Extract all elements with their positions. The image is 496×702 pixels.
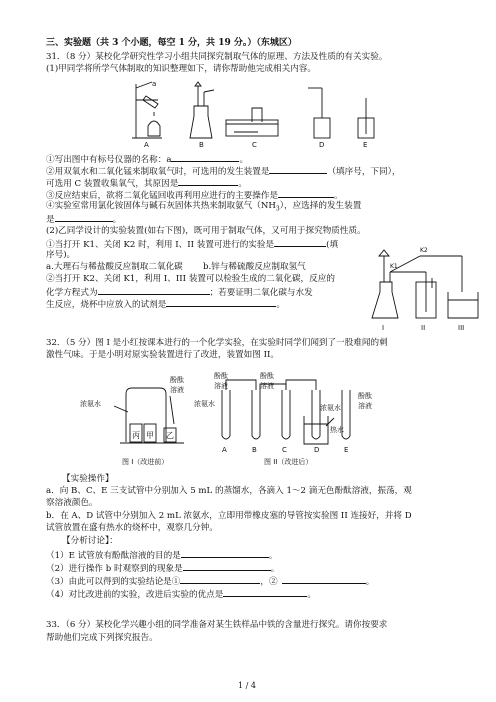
fig-ii-label-phenol-right: 酚酞: [358, 392, 372, 400]
answer-blank[interactable]: [183, 562, 271, 571]
fig-i-label-phenolphthalein-2: 溶液: [170, 386, 184, 394]
fig-i-beaker-jia: 甲: [146, 431, 154, 440]
fig2-label-k2: K2: [420, 247, 428, 254]
q31-p1b: 序号)。: [46, 250, 76, 260]
fig-ii-label-hot-water: 热水: [330, 426, 344, 434]
q33-intro-a: 33．（6 分）某校化学兴趣小组的同学准备对某生铁样品中铁的含量进行探究。请你按要求: [46, 620, 388, 630]
fig2-label-ii: II: [421, 324, 426, 332]
q31-opt-a: a.大理石与稀盐酸反应制取二氧化碳: [46, 262, 183, 272]
answer-blank[interactable]: [274, 238, 326, 247]
q32-intro-a: 32．（5 分）图 I 是小红按课本进行的一个化学实验，在实验时同学们闻到了一股难闻的刺: [46, 338, 388, 348]
fig-ii-tube-b: B: [252, 446, 257, 454]
q32-intro-b: 激性气味。于是小明对原实验装置进行了改进，装置如图 II。: [46, 350, 279, 360]
q32-op-a2: 察溶液颜色。: [46, 498, 98, 508]
fig-i-label-phenolphthalein: 酚酞: [170, 376, 184, 384]
q31-part1-intro: (1)甲同学将所学气体制取的知识整理如下，请你帮助他完成相关内容。: [46, 64, 316, 74]
q32-op-a: a．向 B、C、E 三支试管中分别加入 5 mL 的蒸馏水，各滴入 1～2 滴无色酚酞溶液，振荡，观: [46, 486, 412, 496]
answer-blank[interactable]: [178, 177, 238, 186]
q31-s1: ①写出图中有标号仪器的名称：a 。: [46, 155, 249, 165]
fig2-label-iii: III: [458, 324, 465, 332]
q31-s3: ③反应结束后，欲将二氧化锰回收再利用应进行的主要操作是 。: [46, 191, 343, 201]
q32-op-b2: 试管放置在盛有热水的烧杯中，观察几分钟。: [46, 523, 218, 533]
answer-blank[interactable]: [166, 298, 276, 307]
section-title: 三、实验题（共 3 个小题，每空 1 分，共 19 分。）（东城区）: [46, 38, 297, 48]
fig-i-caption: 图 I（改进前）: [122, 458, 169, 466]
q32-figures: [74, 366, 414, 470]
q31-p2c: 生反应，烧杯中应放入的试剂是 。: [46, 300, 285, 310]
fig-ii-tube-d: D: [314, 446, 320, 454]
q31-p2a: ②当打开 K2、关闭 K1，利用 I、III 装置可以检验生成的二氧化碳，反应的: [46, 274, 335, 284]
fig-i-beaker-yi: 乙: [166, 431, 174, 440]
pointer-label-a: a: [152, 80, 157, 88]
answer-blank[interactable]: [98, 286, 210, 295]
answer-blank[interactable]: [278, 189, 334, 198]
apparatus-label-b: B: [199, 141, 204, 148]
q33-intro-b: 帮助他们完成下列探究报告。: [46, 633, 158, 643]
fig-ii-tube-a: A: [222, 446, 227, 454]
q32-d2: （2）进行操作 b 时观察到的现象是 。: [46, 564, 280, 574]
fig2-label-k1: K1: [390, 263, 398, 270]
fig-ii-caption: 图 II（改进后）: [264, 458, 313, 466]
q32-op-title: 【实验操作】: [62, 474, 114, 484]
q32-op-b: b．在 A、D 试管中分别加入 2 mL 浓氨水，立即用带橡皮塞的导管按实验图 II 连接好，并将 D: [46, 511, 412, 521]
answer-blank[interactable]: [55, 213, 113, 222]
q32-d4: （4）对比改进前的实验，改进后实验的优点是 。: [46, 590, 316, 600]
answer-blank[interactable]: [269, 165, 327, 174]
q31-intro: 31．（8 分）某校化学研究性学习小组共同探究制取气体的原理、方法及性质的有关实验。: [46, 52, 388, 62]
apparatus-label-e: E: [363, 141, 368, 148]
answer-blank[interactable]: [171, 153, 239, 162]
fig-ii-label-phenol-left-2: 溶液: [214, 382, 228, 390]
fig-i-label-ammonia: 浓氨水: [80, 400, 101, 408]
fig-ii-tube-c: C: [282, 446, 287, 454]
q31-part2-intro: (2)乙同学设计的实验装置(如右下图)，既可用于制取气体，又可用于探究物质性质。: [46, 226, 366, 236]
fig-ii-label-phenol-right-2: 溶液: [358, 402, 372, 410]
q31-apparatus-figure: [118, 78, 388, 148]
q31-s2b: 可选用 C 装置收集氧气，其原因是 。: [46, 179, 247, 189]
q32-d3: （3）由此可以得到的实验结论是① ，② 。: [46, 577, 375, 587]
q31-s4b: 是 。: [46, 215, 122, 225]
fig-i-beaker-bing: 丙: [132, 431, 140, 440]
answer-blank[interactable]: [223, 588, 307, 597]
q32-d1: （1）E 试管放有酚酞溶液的目的是 。: [46, 551, 278, 561]
q31-p1a: ①当打开 K1、关闭 K2 时，利用 I、II 装置可进行的实验是 (填: [46, 240, 339, 250]
q31-opt-b: b.锌与稀硫酸反应制取氢气: [203, 262, 306, 272]
fig-ii-label-phenol-mid: 酚酞: [260, 372, 274, 380]
fig2-label-i: I: [382, 324, 385, 332]
page-number: 1 / 4: [238, 681, 256, 690]
apparatus-label-a: A: [144, 141, 149, 148]
answer-blank[interactable]: [282, 575, 366, 584]
q31-s4a: ④实验室常用氯化铵固体与碱石灰固体共热来制取氨气$(NH_3)$，应选择的发生装置: [46, 201, 362, 213]
q31-part2-figure: [366, 242, 490, 334]
answer-blank[interactable]: [181, 549, 269, 558]
fig-ii-label-phenol-left: 酚酞: [214, 372, 228, 380]
apparatus-label-d: D: [319, 141, 325, 148]
fig-ii-label-phenol-mid-2: 溶液: [260, 382, 274, 390]
apparatus-label-c: C: [252, 141, 257, 148]
answer-blank[interactable]: [180, 575, 260, 584]
q31-s2a: ②用双氧水和二氧化锰来制取氧气时，可选用的发生装置是 （填序号，下同），: [46, 167, 401, 177]
q31-p2b: 化学方程式为 ；若要证明二氧化碳与水发: [46, 288, 313, 298]
q32-disc-title: 【分析讨论】：: [62, 536, 118, 546]
fig-ii-tube-e: E: [344, 446, 349, 454]
fig-ii-label-ammonia-right: 浓氨水: [320, 404, 341, 412]
fig-ii-label-ammonia-left: 浓氨水: [194, 400, 215, 408]
